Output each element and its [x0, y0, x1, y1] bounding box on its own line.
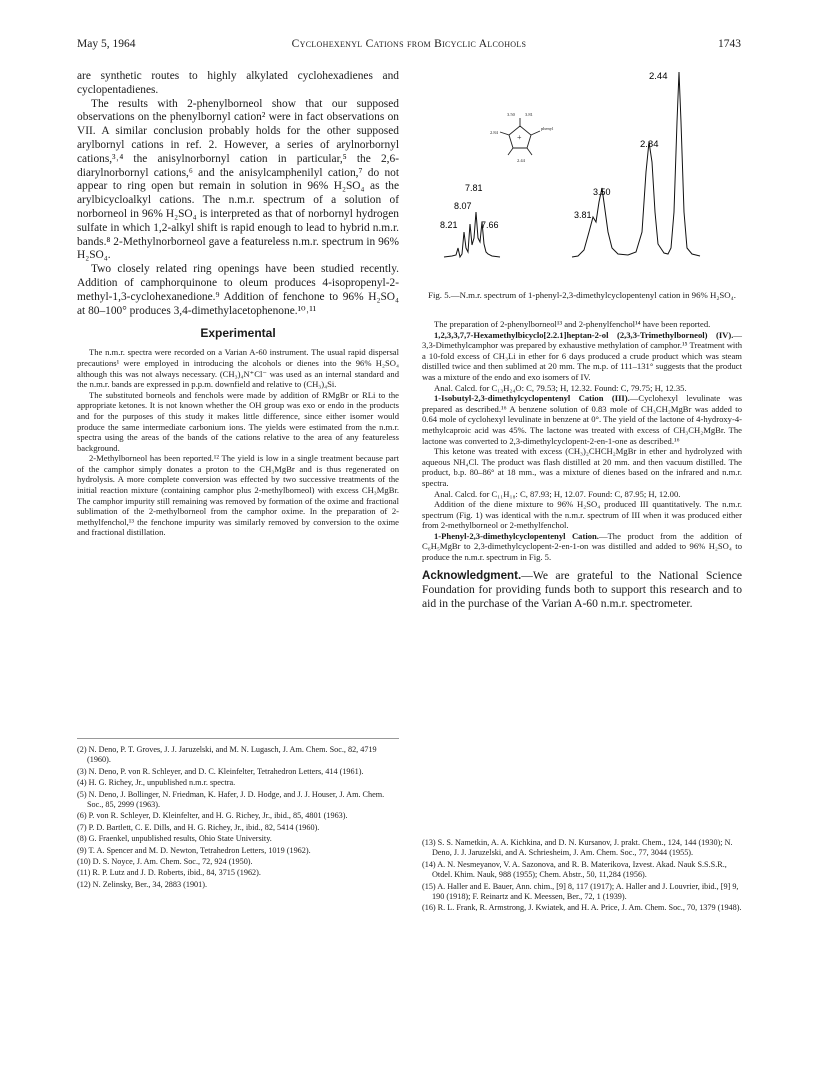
- paragraph: [422, 393, 742, 446]
- figure-caption: Fig. 5.—N.m.r. spectrum of 1-phenyl-2,3-dimethylcyclopentenyl cation in 96% H₂SO₄.: [428, 290, 736, 300]
- charge-symbol: +: [517, 133, 522, 142]
- right-column: [422, 319, 742, 611]
- left-references: [77, 745, 399, 891]
- peak-label-781: 7.81: [465, 183, 483, 193]
- peak-label-284: 2.84: [640, 139, 659, 150]
- reference: (14) A. N. Nesmeyanov, V. A. Sazonova, and R. B. Materikova, Izvest. Akad. Nauk S.S.S.R., Otdel. Khim. Nauk, 988 (1955); Chem. Abstr., 50, 11,284 (1956).: [422, 859, 727, 880]
- paragraph: The results with 2-phenylborneol show that our supposed observations on the phenylbornyl cation² were in fact observations on VII. A similar conclusion probably holds for the other supposed arylbornyl cations in ref. 2. However, a series of arylnorbornyl cations,³˒⁴ the anisylnorbornyl cation in particular,⁵ the 2,6-diarylnorbornyl cations,⁶ and the anisylcamphenilyl cation,⁷ do not appear to ring open but remain in solution in 96% H₂SO₄ as the arylbicycloalkyl cations. The n.m.r. spectrum of a solution of norborneol in 96% H₂SO₄ is interpreted as that of norbornyl hydrogen sulfate in which 1,2-alkyl shift is rapid enough to lead to hybrid n.m.r. bands.⁸ 2-Methylnorborneol gave a featureless n.m.r. spectrum in 96% H₂SO₄.: [77, 97, 399, 262]
- methyl-peaks-trace: [572, 72, 700, 257]
- compound-text: —3,3-Dimethylcamphor was prepared by exhaustive methylation of camphor.¹⁵ Treatment with a 10-fold excess of CH₃Li in ether for 6 days produced a crude product which was steam distilled twice and then sublimed at 20 mm. The m.p. of 111–131° suggests that the product was a mixture of the endo and exo isomers of IV.: [422, 329, 742, 382]
- running-title: Cyclohexenyl Cations from Bicyclic Alcohols: [291, 38, 527, 50]
- structure-label: phenyl: [541, 126, 554, 131]
- compound-title: 1-Phenyl-2,3-dimethylcyclopentenyl Cation.: [434, 530, 599, 541]
- nmr-spectrum-figure: [422, 62, 742, 294]
- analysis-line: Anal. Calcd. for C₁₁H₁₈: C, 87.93; H, 12.07. Found: C, 87.95; H, 12.00.: [434, 488, 681, 499]
- reference: (7) P. D. Bartlett, C. E. Dills, and H. G. Richey, Jr., ibid., 82, 5414 (1960).: [77, 822, 320, 832]
- paragraph: [422, 330, 742, 383]
- reference: (3) N. Deno, P. von R. Schleyer, and D. C. Kleinfelter, Tetrahedron Letters, 414 (1961).: [77, 766, 364, 776]
- left-body-text: [77, 70, 399, 318]
- paragraph: The substituted borneols and fenchols were made by addition of RMgBr or RLi to the appropriate ketones. It is not known whether the OH group was exo or endo in the products and for the purposes of this study it makes little difference, since either isomer would produce the same intermediate carbonium ions. The yields were estimated from the n.m.r. spectra using the areas of the bands of the cations relative to the area of any featureless background.: [77, 389, 399, 453]
- structure-label: 2.84: [490, 130, 498, 135]
- cyclopentenyl-structure: [500, 118, 540, 155]
- paragraph: Two closely related ring openings have been studied recently. Addition of camphorquinone to oleum produces 4-isopropenyl-2-methyl-1,3-cyclohexanedione.⁹ Addition of fenchone to 96% H₂SO₄ at 80–100° produces 3,4-dimethylacetophenone.¹⁰˒¹¹: [77, 263, 399, 317]
- bond: [527, 148, 532, 155]
- reference: (11) R. P. Lutz and J. D. Roberts, ibid., 84, 3715 (1962).: [77, 868, 261, 878]
- reference: (16) R. L. Frank, R. Armstrong, J. Kwiatek, and H. A. Price, J. Am. Chem. Soc., 70, 1379 (1948).: [422, 903, 742, 913]
- running-head: [77, 38, 741, 54]
- reference: (6) P. von R. Schleyer, D. Kleinfelter, and H. G. Richey, Jr., ibid., 85, 4801 (1963).: [77, 811, 348, 821]
- paragraph: 2-Methylborneol has been reported.¹² The yield is low in a single treatment because part of the camphor simply donates a proton to the CH₃MgBr and is thus regenerated on hydrolysis. A more complete conversion was effected by two successive treatments of the initial reaction mixture (containing camphor plus 2-methylborneol) with excess CH₃MgBr. The camphor impurity still remaining was removed by formation of the oxime and fractional sublimation of the 2-methylborneol from the camphor oxime. In the preparation of 2-methylfenchol,¹³ the fenchone impurity was similarly removed by conversion to the oxime and fractional distillation.: [77, 453, 399, 538]
- reference: (4) H. G. Richey, Jr., unpublished n.m.r. spectra.: [77, 778, 236, 788]
- reference: (2) N. Deno, P. T. Groves, J. J. Jaruzelski, and M. N. Lugasch, J. Am. Chem. Soc., 82, 4719 (1960).: [77, 745, 377, 765]
- reference: (13) S. S. Nametkin, A. A. Kichkina, and D. N. Kursanov, J. prakt. Chem., 124, 144 (1930); N. Deno, J. J. Jaruzelski, and A. Schriesheim, J. Am. Chem. Soc., 77, 3044 (1955).: [422, 838, 733, 858]
- compound-text: —The product from the addition of C₆H₅MgBr to 2,3-dimethylcyclopent-2-en-1-on was distilled and added to 96% H₂SO₄ to produce the n.m.r. spectrum in Fig. 5.: [422, 530, 742, 563]
- paragraph: The n.m.r. spectra were recorded on a Varian A-60 instrument. The usual rapid dispersal precautions¹ were employed in introducing the alcohols or dienes into the 96% H₂SO₄ although this was not always necessary. (CH₃)₄N⁺Cl⁻ was used as an internal standard and the n.m.r. bands are expressed in p.p.m. downfield and relative to (CH₃)₄Si.: [77, 347, 399, 390]
- section-heading-experimental: Experimental: [200, 326, 276, 341]
- reference-divider: [77, 738, 399, 739]
- page-number: 1743: [718, 38, 741, 50]
- peak-label-766: 7.66: [481, 220, 499, 230]
- reference: (5) N. Deno, J. Bollinger, N. Friedman, K. Hafer, J. D. Hodge, and J. J. Houser, J. Am. Chem. Soc., 85, 2999 (1963).: [77, 789, 385, 810]
- compound-title: 1-Isobutyl-2,3-dimethylcyclopentenyl Cation (III).: [434, 393, 630, 404]
- paragraph: are synthetic routes to highly alkylated cyclohexadienes and cyclopentadienes.: [77, 70, 399, 96]
- peak-label-350: 3.50: [593, 187, 611, 197]
- issue-date: May 5, 1964: [77, 38, 136, 50]
- bond: [508, 148, 513, 155]
- right-experimental-text: [422, 319, 742, 563]
- peak-label-807: 8.07: [454, 201, 472, 211]
- reference: (12) N. Zelinsky, Ber., 34, 2883 (1901).: [77, 879, 207, 889]
- structure-label: 2.44: [517, 158, 525, 163]
- reference: (10) D. S. Noyce, J. Am. Chem. Soc., 72, 924 (1950).: [77, 857, 253, 867]
- acknowledgment-text: —We are grateful to the National Science Foundation for providing funds both to support this research and to aid in the purchase of the Varian A-60 n.m.r. spectrometer.: [422, 568, 742, 610]
- paragraph: The preparation of 2-phenylborneol¹³ and 2-phenylfenchol¹⁴ have been reported.: [434, 319, 711, 329]
- reference: (8) G. Fraenkel, unpublished results, Ohio State University.: [77, 834, 272, 844]
- analysis-line: Anal. Calcd. for C₁₃H₂₄O: C, 79.53; H, 12.32. Found: C, 79.75; H, 12.35.: [434, 382, 687, 393]
- bond: [531, 131, 540, 135]
- compound-text: —Cyclohexyl levulinate was prepared as described.¹⁶ A benzene solution of 0.83 mole of CH₃CH₂MgBr was added to 0.64 mole of cyclohexyl levulinate in benzene at 0°. The yield of the lactone of 4-hydroxy-4-methylcaproic acid was 45%. The lactone was treated with excess of CH₃CH₂MgBr. The lactone was converted to 2,3-dimethylcyclopent-2-en-1-one as described.¹⁶: [422, 393, 742, 446]
- paragraph: [422, 531, 742, 563]
- acknowledgment: [422, 569, 742, 611]
- compound-title: 1,2,3,3,7,7-Hexamethylbicyclo[2.2.1]heptan-2-ol (2,3,3-Trimethylborneol) (IV).: [434, 329, 734, 340]
- peak-label-381: 3.81: [574, 210, 592, 220]
- right-references: [422, 838, 742, 915]
- acknowledgment-title: Acknowledgment.: [422, 568, 522, 582]
- bond: [500, 132, 509, 135]
- aromatic-multiplet-trace: [444, 212, 500, 257]
- reference: (15) A. Haller and E. Bauer, Ann. chim., [9] 8, 117 (1917); A. Haller and J. Louvrier, ibid., [9] 9, 190 (1918); F. Reinartz and K. Meessen, Ber., 72, 1 (1939).: [422, 881, 739, 902]
- peak-label-821: 8.21: [440, 220, 458, 230]
- experimental-text: [77, 347, 399, 538]
- reference: (9) T. A. Spencer and M. D. Newton, Tetrahedron Letters, 1019 (1962).: [77, 845, 311, 855]
- structure-label: 3.81: [525, 112, 533, 117]
- paragraph: Addition of the diene mixture to 96% H₂SO₄ produced III quantitatively. The n.m.r. spectrum (Fig. 1) was identical with the n.m.r. spectrum of III when it was produced either from 2-methylborneol or 2-methylfenchol.: [422, 499, 742, 531]
- paragraph: This ketone was treated with excess (CH₃)₂CHCH₂MgBr in ether and hydrolyzed with aqueous NH₄Cl. The product was flash distilled at 20 mm. and then vacuum distilled. The product, b.p. 80–86° at 18 mm., was a mixture of dienes based on the infrared and n.m.r. spectra.: [422, 446, 742, 488]
- nmr-spectrum-plot: [422, 62, 742, 294]
- left-column: [77, 70, 399, 538]
- peak-label-244: 2.44: [649, 71, 668, 82]
- structure-label: 3.50: [507, 112, 515, 117]
